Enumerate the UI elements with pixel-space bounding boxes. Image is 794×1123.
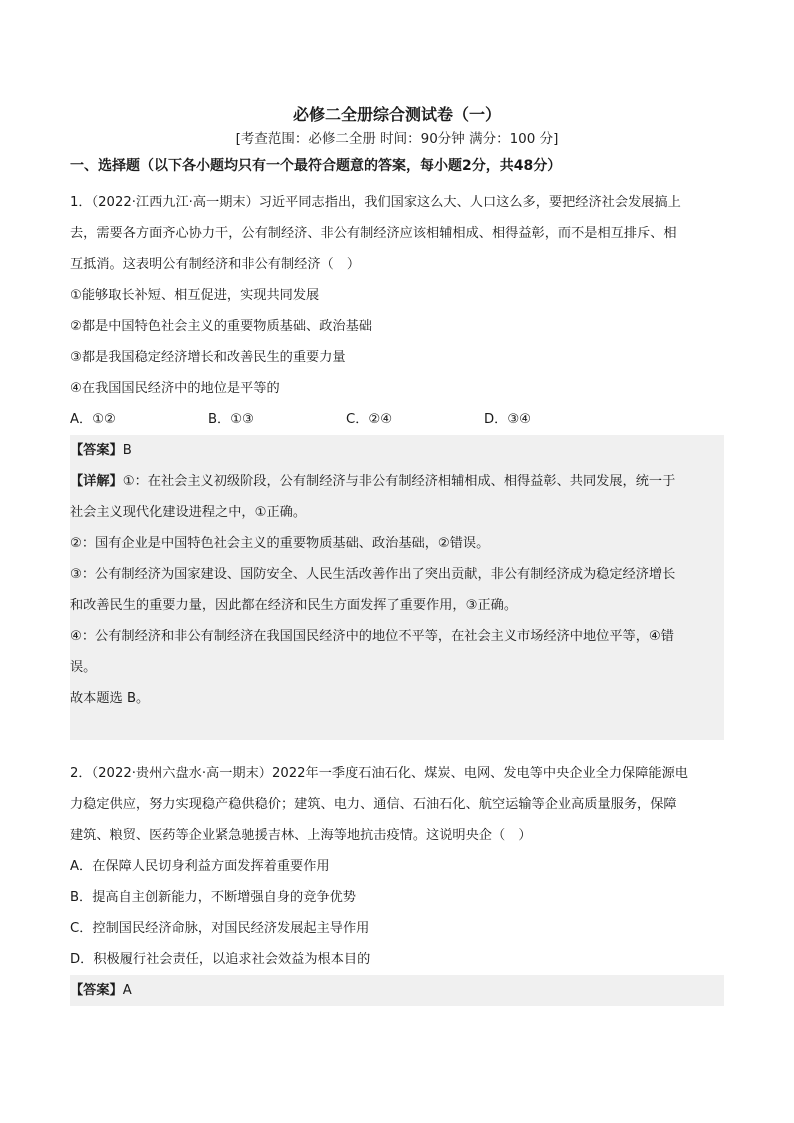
question-2: [70, 758, 724, 1006]
q1-item: ①能够取长补短、相互促进，实现共同发展: [70, 288, 320, 303]
q1-detail-line: ③：公有制经济为国家建设、国防安全、人民生活改善作出了突出贡献，非公有制经济成为稳定经济增长: [70, 567, 676, 582]
section-heading: 一、选择题（以下各小题均只有一个最符合题意的答案，每小题2分，共48分）: [70, 158, 562, 174]
q1-detail-line: ②：国有企业是中国特色社会主义的重要物质基础、政治基础，②错误。: [70, 536, 490, 551]
q1-detail-line: [70, 466, 724, 497]
detail-text: ①：在社会主义初级阶段，公有制经济与非公有制经济相辅相成、相得益彰、共同发展，统一于: [122, 474, 676, 489]
q1-item: ③都是我国稳定经济增长和改善民生的重要力量: [70, 350, 346, 365]
q2-answer-block: [70, 975, 724, 1006]
answer-spacer: [70, 714, 724, 740]
q1-answer: [70, 435, 724, 466]
q2-option-d: D．积极履行社会责任，以追求社会效益为根本目的: [70, 952, 371, 967]
q1-answer-block: [70, 435, 724, 740]
answer-label: 【答案】: [70, 983, 123, 998]
question-1: [70, 187, 724, 740]
q2-option-c: C．控制国民经济命脉，对国民经济发展起主导作用: [70, 921, 370, 936]
q1-options: [70, 404, 724, 435]
q2-answer: [70, 975, 724, 1006]
q2-stem-line: 力稳定供应，努力实现稳产稳供稳价；建筑、电力、通信、石油石化、航空运输等企业高质量服务，保障: [70, 797, 677, 812]
q2-option-b: B．提高自主创新能力，不断增强自身的竞争优势: [70, 890, 356, 905]
question-gap: [70, 740, 724, 750]
q1-detail-line: ④：公有制经济和非公有制经济在我国国民经济中的地位不平等，在社会主义市场经济中地位平等，④错: [70, 629, 674, 644]
q1-detail-line: 和改善民生的重要力量，因此都在经济和民生方面发挥了重要作用，③正确。: [70, 598, 518, 613]
q1-stem-line: 去，需要各方面齐心协力干，公有制经济、非公有制经济应该相辅相成、相得益彰，而不是相互排斥、相: [70, 226, 677, 241]
q1-item: ②都是中国特色社会主义的重要物质基础、政治基础: [70, 319, 372, 334]
q1-option-c: C．②④: [346, 412, 393, 427]
q1-detail-line: 误。: [70, 660, 97, 675]
q1-stem-line: 互抵消。这表明公有制经济和非公有制经济（ ）: [70, 257, 361, 272]
q1-item: ④在我国国民经济中的地位是平等的: [70, 381, 280, 396]
q1-stem-line: 1．（2022·江西九江·高一期末）习近平同志指出，我们国家这么大、人口这么多，要把经济社会发展搞上: [70, 195, 681, 210]
answer-value: B: [122, 443, 132, 458]
exam-info: [考查范围：必修二全册 时间：90分钟 满分：100 分]: [235, 131, 559, 147]
detail-label: 【详解】: [70, 474, 123, 489]
answer-label: 【答案】: [70, 443, 123, 458]
q1-option-b: B．①③: [208, 412, 254, 427]
q1-option-a: A．①②: [70, 412, 116, 427]
answer-value: A: [122, 983, 132, 998]
q1-option-d: D．③④: [484, 412, 531, 427]
document-page: [70, 100, 724, 1006]
page-title: 必修二全册综合测试卷（一）: [292, 105, 501, 124]
q1-detail-line: 社会主义现代化建设进程之中，①正确。: [70, 505, 307, 520]
q1-conclusion: 故本题选 B。: [70, 691, 150, 706]
q2-option-a: A．在保障人民切身利益方面发挥着重要作用: [70, 859, 330, 874]
q2-stem-line: 建筑、粮贸、医药等企业紧急驰援吉林、上海等地抗击疫情。这说明央企（ ）: [70, 828, 532, 843]
q2-stem-line: 2．（2022·贵州六盘水·高一期末）2022年一季度石油石化、煤炭、电网、发电等中央企业全力保障能源电: [70, 766, 688, 781]
